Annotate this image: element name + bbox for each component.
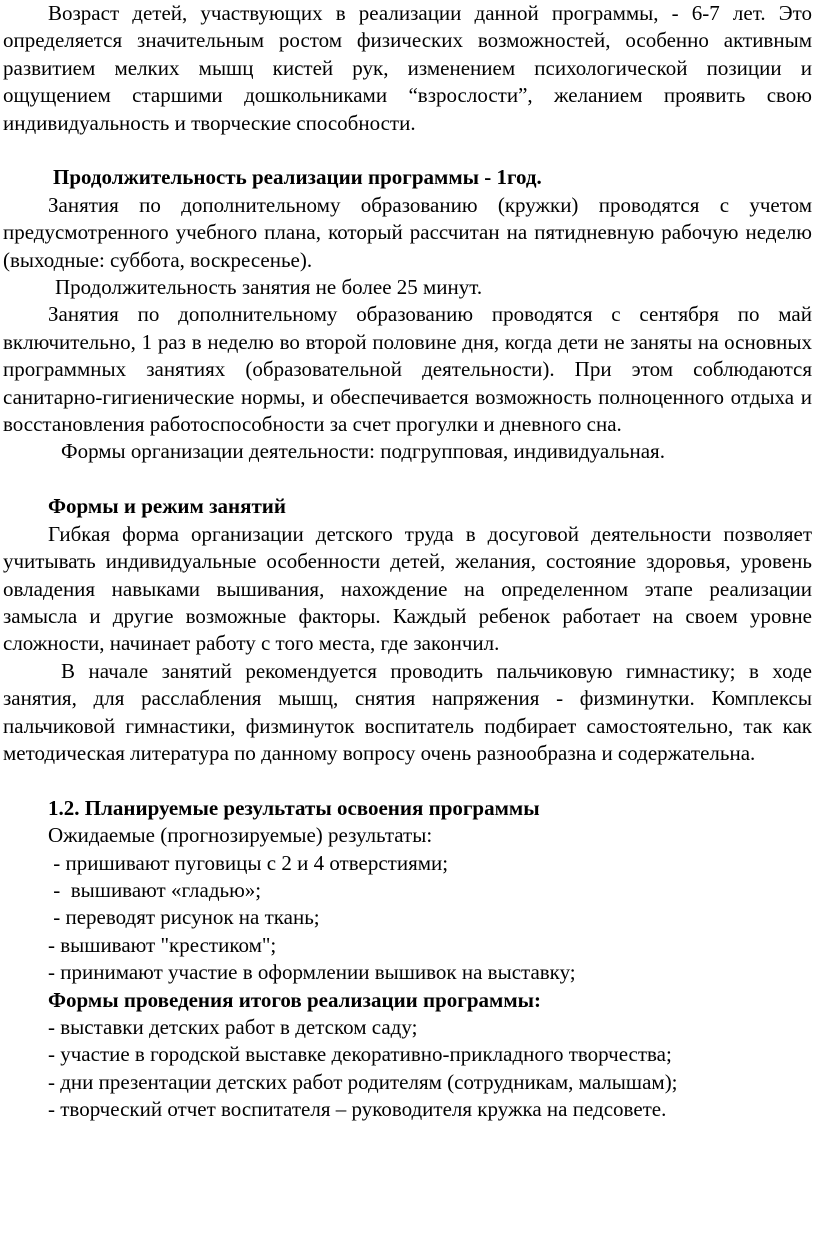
forms-paragraph-1: Гибкая форма организации детского труда в досуговой деятельности позволяет учитывать индивидуальные особенности детей, желания, состояние здоровья, уровень овладения навыками вышивания, нахождение на определенном этапе реализации замысла и другие возможные факторы. Каждый ребенок работает на своем уровне сложности, начинает работу с того места, где закончил. (3, 521, 812, 656)
forms-heading: Формы и режим занятий (48, 494, 286, 519)
summary-list-item: - участие в городской выставке декоративно-прикладного творчества; (48, 1042, 672, 1067)
results-list-item: - вышивают «гладью»; (48, 877, 262, 902)
intro-paragraph: Возраст детей, участвующих в реализации данной программы, - 6-7 лет. Это определяется значительным ростом физических возможностей, особенно активным развитием мелких мышц кистей рук, изменением психологической позиции и ощущением старшими дошкольниками “взрослости”, желанием проявить свою индивидуальность и творческие способности. (3, 1, 812, 135)
document-content (3, 0, 812, 1124)
duration-paragraph-2: Продолжительность занятия не более 25 минут. (55, 275, 483, 300)
summary-heading: Формы проведения итогов реализации программы: (48, 987, 542, 1012)
blank-line (3, 137, 812, 164)
results-list-item: - вышивают "крестиком"; (48, 932, 277, 957)
blank-line (3, 767, 812, 794)
results-subheading: Ожидаемые (прогнозируемые) результаты: (48, 823, 433, 848)
results-list-item: - пришивают пуговицы с 2 и 4 отверстиями; (48, 850, 449, 875)
forms-paragraph-2: В начале занятий рекомендуется проводить пальчиковую гимнастику; в ходе занятия, для расслабления мышц, снятия напряжения - физминутки. Комплексы пальчиковой гимнастики, физминуток воспитатель подбирает самостоятельно, так как методическая литература по данному вопросу очень разнообразна и содержательна. (3, 658, 812, 765)
results-list-item: - принимают участие в оформлении вышивок на выставку; (48, 960, 576, 985)
duration-paragraph-3: Занятия по дополнительному образованию проводятся с сентября по май включительно, 1 раз в неделю во второй половине дня, когда дети не заняты на основных программных занятиях (образовательной деятельности). При этом соблюдаются санитарно-гигиенические нормы, и обеспечивается возможность полноценного отдыха и восстановления работоспособности за счет прогулки и дневного сна. (3, 302, 812, 437)
summary-list-item: - выставки детских работ в детском саду; (48, 1014, 418, 1039)
duration-paragraph-4: Формы организации деятельности: подгрупповая, индивидуальная. (61, 439, 665, 464)
duration-heading: Продолжительность реализации программы - 1год. (53, 165, 542, 190)
results-heading: 1.2. Планируемые результаты освоения программы (48, 795, 540, 820)
duration-paragraph-1: Занятия по дополнительному образованию (кружки) проводятся с учетом предусмотренного учебного плана, который рассчитан на пятидневную рабочую неделю (выходные: суббота, воскресенье). (3, 192, 812, 272)
summary-list-item: - творческий отчет воспитателя – руководителя кружка на педсовете. (48, 1097, 667, 1122)
blank-line (3, 466, 812, 493)
summary-list-item: - дни презентации детских работ родителям (сотрудникам, малышам); (48, 1069, 678, 1094)
results-list-item: - переводят рисунок на ткань; (48, 905, 320, 930)
